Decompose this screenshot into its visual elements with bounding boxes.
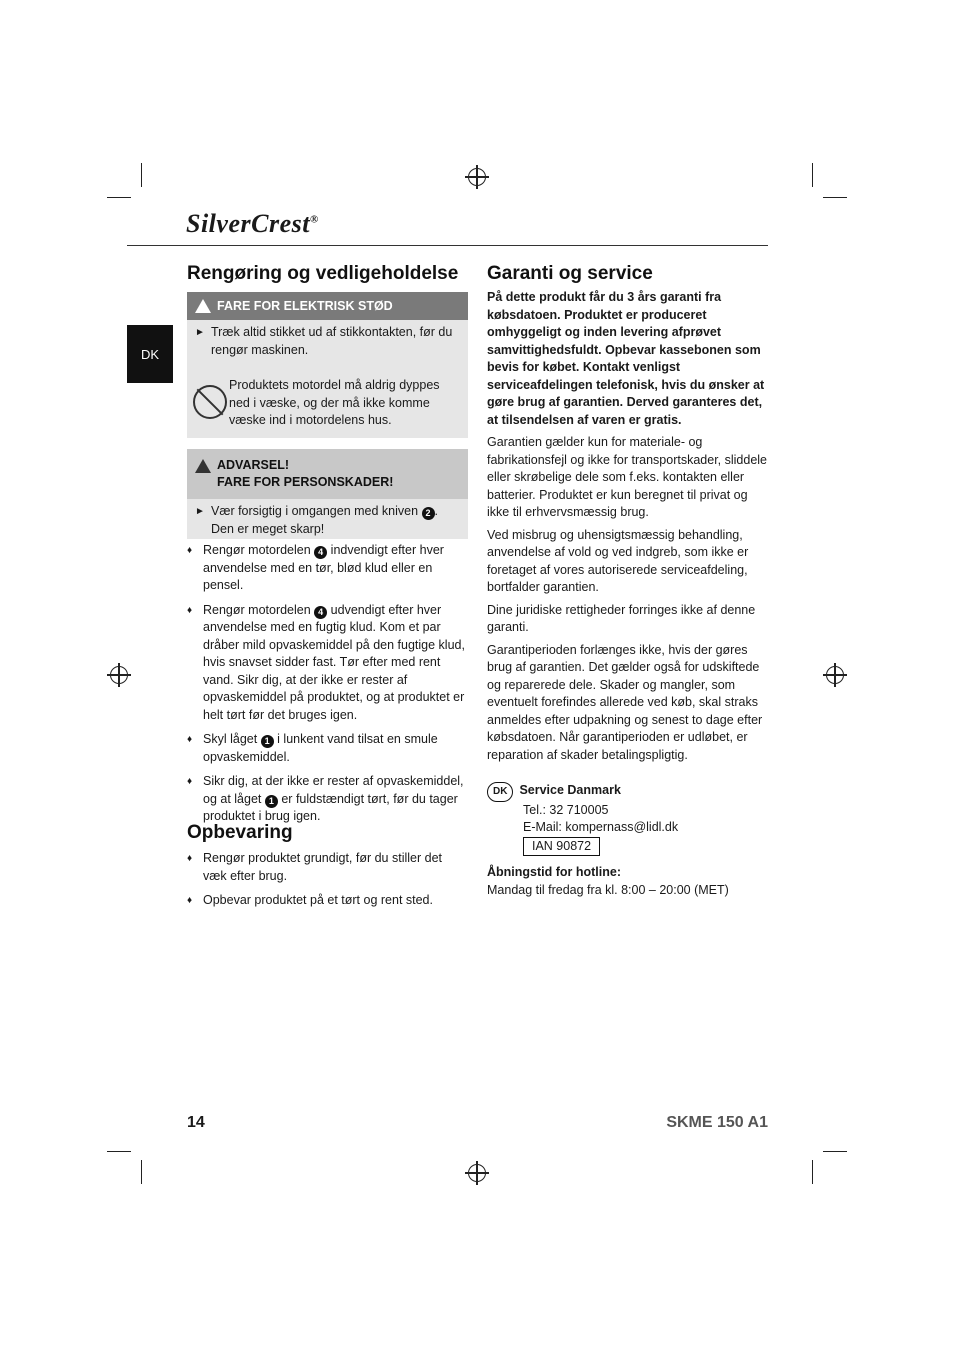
diamond-bullet-icon: ♦ xyxy=(187,853,193,864)
registration-mark-icon xyxy=(110,666,128,684)
registration-mark-icon xyxy=(468,168,486,186)
section-title-cleaning: Rengøring og vedligeholdelse xyxy=(187,263,459,284)
service-block: DK Service Danmark Tel.: 32 710005 E-Mail: kompernass@lidl.dk IAN 90872 xyxy=(487,782,772,856)
service-email: E-Mail: kompernass@lidl.dk xyxy=(523,820,679,834)
registration-mark-icon xyxy=(826,666,844,684)
registration-mark-icon xyxy=(468,1164,486,1182)
list-item: ♦ Skyl låget 1 i lunkent vand tilsat en smule opvaskemiddel. xyxy=(187,731,468,766)
crop-mark xyxy=(823,1151,847,1152)
diamond-bullet-icon: ♦ xyxy=(187,545,193,556)
diamond-bullet-icon: ♦ xyxy=(187,734,193,745)
language-tab: DK xyxy=(127,325,173,383)
paragraph: Garantien gælder kun for materiale- og fabrikationsfejl og ikke for transportskader, sliddele eller skrøbelige dele som f.eks. kontakten eller batterier. Produktet er kun beregnet til privat og ikke til erhvervsmæssig brug. xyxy=(487,435,768,519)
paragraph: Ved misbrug og uhensigtsmæssig behandling, anvendelse af vold og ved indgreb, som ikke er foretaget af vores autoriserede serviceafdeling, bortfalder garantien. xyxy=(487,527,749,594)
section-title-warranty: Garanti og service xyxy=(487,263,653,284)
crop-mark xyxy=(812,163,813,187)
brand-logo: SilverCrest® xyxy=(186,209,319,238)
section-title-storage: Opbevaring xyxy=(187,822,293,843)
part-number-badge: 4 xyxy=(314,606,327,619)
warning-heading: FARE FOR ELEKTRISK STØD xyxy=(187,292,468,320)
list-item: ♦ Rengør produktet grundigt, før du stiller det væk efter brug. xyxy=(187,850,468,885)
model-number: SKME 150 A1 xyxy=(666,1114,768,1131)
paragraph: Garantiperioden forlænges ikke, hvis der gøres brug af garantien. Det gælder også for udskiftede og reparerede dele. Skader og mangler, som eventuelt forefindes allerede ved køb, skal straks anmeldes efter udpakning og senest to dage efter købsdatoen. Når garantiperioden er udløbet, er reparation af skader betalingspligtig. xyxy=(487,642,763,762)
arrow-bullet-icon: ► xyxy=(195,327,205,338)
paragraph: Dine juridiske rettigheder forringes ikke af denne garanti. xyxy=(487,602,756,634)
country-badge: DK xyxy=(487,782,513,802)
crop-mark xyxy=(107,1151,131,1152)
storage-bullets xyxy=(187,850,468,910)
list-item: ► Træk altid stikket ud af stikkontakten, før du rengør maskinen. xyxy=(187,320,468,359)
header-rule xyxy=(127,245,768,246)
diamond-bullet-icon: ♦ xyxy=(187,895,193,906)
warning-heading: ADVARSEL! FARE FOR PERSONSKADER! xyxy=(187,449,468,499)
warranty-intro: På dette produkt får du 3 års garanti fra købsdatoen. Produktet er produceret omhyggeligt og inden levering afprøvet samvittighedsfuldt. Opbevar kassebonen som bevis for købet. Kontakt venligst serviceafdelingen telefonisk, hvis du ønsker at gøre brug af garantien. Derved garanteres det, at tilsendelsen af varen er gratis. xyxy=(487,290,765,427)
ian-number: IAN 90872 xyxy=(523,837,600,857)
crop-mark xyxy=(823,197,847,198)
list-item: ♦ Rengør motordelen 4 udvendigt efter hver anvendelse med en fugtig klud. Kom et par dråber mild opvaskemiddel på den fugtige klud, hvis snavset sidder fast. Tør efter med rent vand. Sikr dig, at der ikke er rester af opvaskemiddel på produktet, og at produktet er helt tørt før det bruges igen. xyxy=(187,602,468,725)
service-phone: Tel.: 32 710005 xyxy=(523,802,609,817)
hotline-hours: Mandag til fredag fra kl. 8:00 – 20:00 (MET) xyxy=(487,882,729,897)
crop-mark xyxy=(812,1160,813,1184)
page-number: 14 xyxy=(187,1114,205,1131)
crop-mark xyxy=(107,197,131,198)
list-item: ♦ Sikr dig, at der ikke er rester af opvaskemiddel, og at låget 1 er fuldstændigt tørt, før du tager produktet i brug igen. xyxy=(187,773,468,826)
list-item: ► Vær forsigtig i omgangen med kniven 2 . Den er meget skarp! xyxy=(187,499,468,538)
part-number-badge: 1 xyxy=(265,795,278,808)
immersion-note: Produktets motordel må aldrig dyppes ned i væske, og der må ikke komme væske ind i motordelens hus. xyxy=(187,359,468,430)
cleaning-bullets xyxy=(187,542,468,826)
part-number-badge: 4 xyxy=(314,546,327,559)
diamond-bullet-icon: ♦ xyxy=(187,604,193,616)
warning-triangle-icon xyxy=(195,459,211,473)
hotline-title: Åbningstid for hotline: xyxy=(487,865,622,879)
crop-mark xyxy=(141,163,142,187)
list-item: ♦ Opbevar produktet på et tørt og rent sted. xyxy=(187,892,468,910)
warning-box-injury xyxy=(187,449,468,539)
warning-box-electric xyxy=(187,292,468,438)
arrow-bullet-icon: ► xyxy=(195,506,205,517)
part-number-badge: 1 xyxy=(261,735,274,748)
part-number-badge: 2 xyxy=(422,507,435,520)
warning-triangle-icon xyxy=(195,299,211,313)
crop-mark xyxy=(141,1160,142,1184)
no-immersion-icon xyxy=(193,385,227,419)
warranty-text xyxy=(487,289,772,899)
list-item: ♦ Rengør motordelen 4 indvendigt efter hver anvendelse med en tør, blød klud eller en pensel. xyxy=(187,542,468,595)
diamond-bullet-icon: ♦ xyxy=(187,776,193,787)
